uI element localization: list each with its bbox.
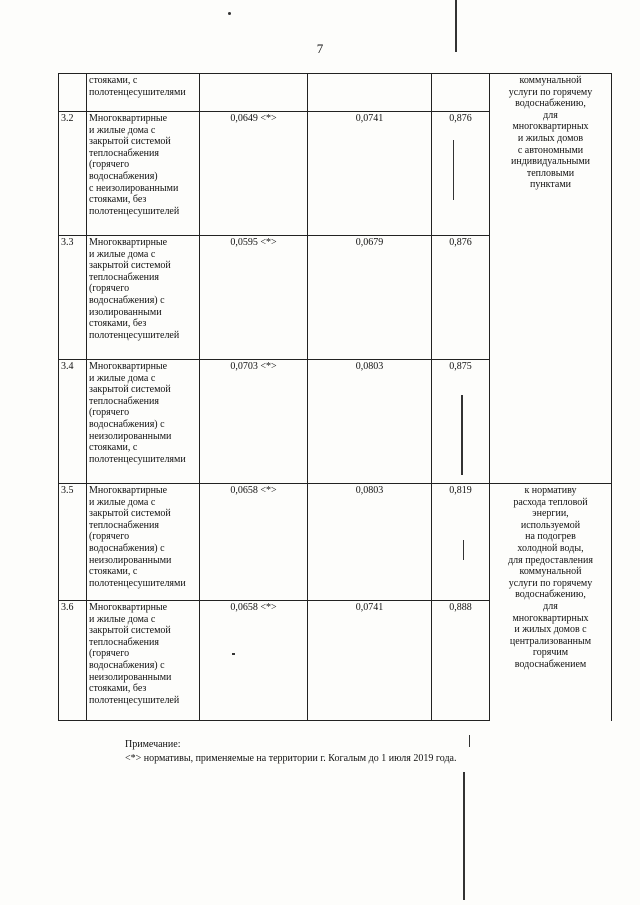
- scan-artifact: [469, 735, 470, 747]
- scan-artifact: [461, 395, 463, 475]
- row-number: 3.2: [59, 112, 87, 236]
- scan-artifact: [463, 772, 465, 900]
- table-row: [59, 484, 612, 601]
- row-value-2: 0,0679: [308, 236, 432, 360]
- scan-artifact: [453, 140, 454, 200]
- table-row: [59, 74, 612, 112]
- row-value-3: 0,875: [432, 360, 490, 484]
- footnote: [125, 738, 456, 766]
- row-number: 3.3: [59, 236, 87, 360]
- row-number: 3.6: [59, 601, 87, 721]
- norms-table: [58, 73, 612, 721]
- row-description: Многоквартирные и жилые дома с закрытой системой теплоснабжения (горячего водоснабжения) с неизолированными стояками, с полотенцесушителями: [87, 484, 200, 601]
- scan-artifact: [232, 653, 235, 655]
- scan-artifact: [463, 540, 464, 560]
- row-value-1: [200, 74, 308, 112]
- row-value-3: 0,876: [432, 112, 490, 236]
- row-number: [59, 74, 87, 112]
- row-value-1: 0,0658 <*>: [200, 601, 308, 721]
- note-cell-empty: [490, 236, 612, 360]
- row-description: Многоквартирные и жилые дома с закрытой системой теплоснабжения (горячего водоснабжения) с неизолированными стояками, с полотенцесушителями: [87, 360, 200, 484]
- note-centralized: к нормативу расхода тепловой энергии, используемой на подогрев холодной воды, для предоставления коммунальной услуги по горячему водоснабжению, для многоквартирных и жилых домов с централизованным горячим водоснабжением: [490, 484, 612, 721]
- scan-artifact: [455, 0, 457, 52]
- row-value-2: 0,0803: [308, 360, 432, 484]
- note-autonomous: коммунальной услуги по горячему водоснабжению, для многоквартирных и жилых домов с автономными индивидуальными тепловыми пунктами: [490, 74, 612, 236]
- row-value-1: 0,0649 <*>: [200, 112, 308, 236]
- row-value-2: [308, 74, 432, 112]
- scan-artifact: [228, 12, 231, 15]
- row-value-3: 0,876: [432, 236, 490, 360]
- row-number: 3.4: [59, 360, 87, 484]
- note-cell-empty: [490, 360, 612, 484]
- table-row: [59, 360, 612, 484]
- row-description: Многоквартирные и жилые дома с закрытой системой теплоснабжения (горячего водоснабжения) с неизолированными стояками, без полотенцесушителей: [87, 112, 200, 236]
- row-value-3: [432, 74, 490, 112]
- row-number: 3.5: [59, 484, 87, 601]
- row-description: Многоквартирные и жилые дома с закрытой системой теплоснабжения (горячего водоснабжения) с неизолированными стояками, без полотенцесушителей: [87, 601, 200, 721]
- page-number: 7: [316, 41, 324, 56]
- row-description: Многоквартирные и жилые дома с закрытой системой теплоснабжения (горячего водоснабжения) с изолированными стояками, без полотенцесушителей: [87, 236, 200, 360]
- row-value-2: 0,0741: [308, 601, 432, 721]
- row-value-3: 0,819: [432, 484, 490, 601]
- row-description: стояками, с полотенцесушителями: [87, 74, 200, 112]
- footnote-text: <*> нормативы, применяемые на территории г. Когалым до 1 июля 2019 года.: [125, 753, 457, 764]
- row-value-2: 0,0803: [308, 484, 432, 601]
- row-value-3: 0,888: [432, 601, 490, 721]
- footnote-label: Примечание:: [125, 739, 181, 750]
- row-value-1: 0,0595 <*>: [200, 236, 308, 360]
- table-row: [59, 236, 612, 360]
- row-value-1: 0,0658 <*>: [200, 484, 308, 601]
- row-value-2: 0,0741: [308, 112, 432, 236]
- row-value-1: 0,0703 <*>: [200, 360, 308, 484]
